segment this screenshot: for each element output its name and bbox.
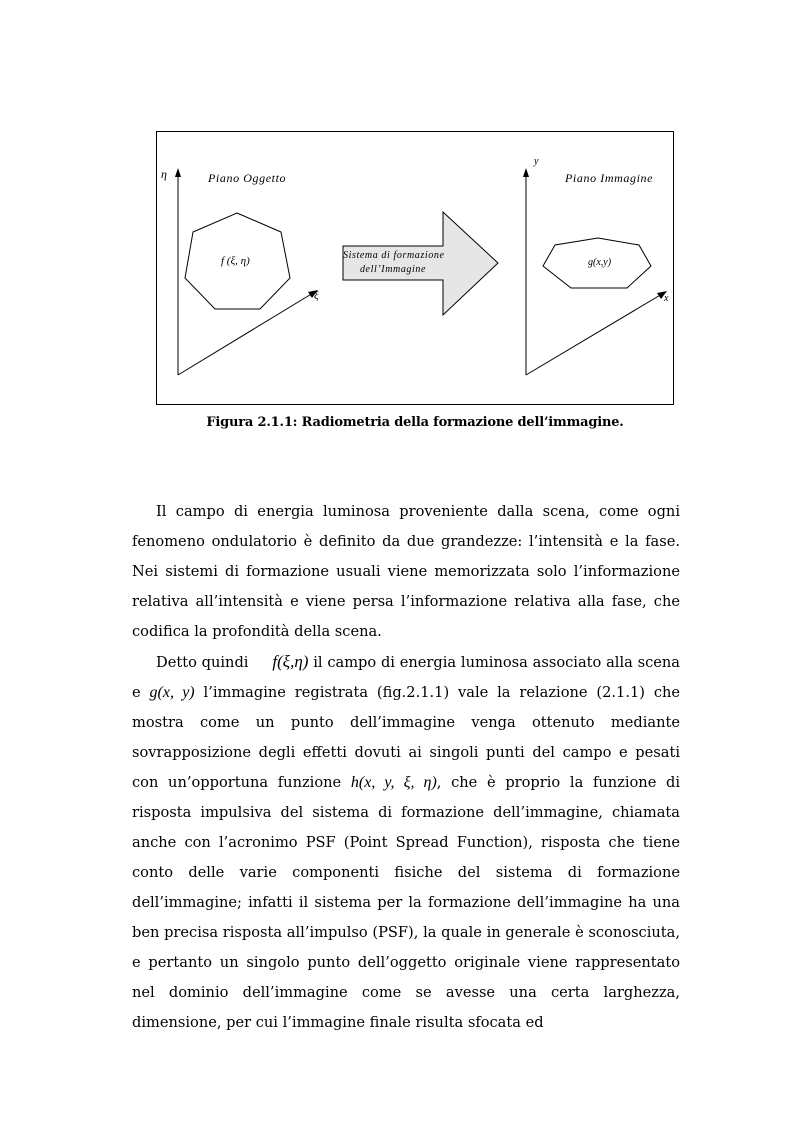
xi-axis-line — [178, 293, 313, 375]
paragraph-2-part4: , che è proprio la funzione di risposta impulsiva del sistema di formazione dell’immagine, chiamata anche con l’acronimo PSF (Point Spread Function), risposta che tiene conto delle varie componenti fisiche del sistema di formazione dell’immagine; infatti il sistema per la formazione dell’immagine ha una ben precisa risposta all’impulso (PSF), la quale in generale è sconosciuta, e pertanto un singolo punto dell’oggetto originale viene rappresentato nel dominio dell’immagine come se avesse una certa larghezza, dimensione, per cui l’immagine finale risulta sfocata ed — [132, 774, 681, 1031]
system-label-line2: dell’Immagine — [359, 264, 427, 275]
eta-axis-label: η — [161, 167, 167, 181]
x-axis-line — [526, 294, 662, 375]
math-h-x-y-xi-eta: h(x, y, ξ, η) — [350, 774, 437, 791]
figure-diagram — [156, 131, 674, 405]
xi-axis-label: ξ — [314, 290, 319, 302]
y-axis-label: y — [534, 156, 539, 167]
paragraph-2-part1: Detto quindi — [156, 654, 249, 671]
paragraph-2 — [132, 647, 680, 1038]
x-axis-label: x — [664, 293, 669, 304]
piano-immagine-title: Piano Immagine — [565, 171, 654, 185]
paragraph-2-part2: il campo di energia luminosa associato alla scena e — [132, 654, 681, 701]
math-g-x-y: g(x, y) — [149, 684, 195, 701]
object-function-label: f (ξ, η) — [221, 255, 250, 267]
paragraph-2-part3: l’immagine registrata (fig.2.1.1) vale la relazione (2.1.1) che mostra come un punto dell’immagine venga ottenuto mediante sovrapposizione degli effetti dovuti ai singoli punti del campo e pesati con un’opportuna funzione — [132, 684, 681, 791]
paragraph-1: Il campo di energia luminosa proveniente dalla scena, come ogni fenomeno ondulatorio è definito da due grandezze: l’intensità e la fase. Nei sistemi di formazione usuali viene memorizzata solo l’informazione relativa all’intensità e viene persa l’informazione relativa alla fase, che codifica la profondità della scena. — [132, 503, 680, 640]
piano-oggetto-title: Piano Oggetto — [208, 171, 287, 185]
system-label-line1: Sistema di formazione — [343, 250, 445, 261]
eta-axis-arrowhead — [175, 168, 181, 177]
y-axis-arrowhead — [523, 168, 529, 177]
figure-caption: Figura 2.1.1: Radiometria della formazione dell’immagine. — [206, 415, 624, 430]
math-f-xi-eta: f(ξ,η) — [272, 652, 309, 671]
image-function-label: g(x,y) — [588, 257, 612, 268]
